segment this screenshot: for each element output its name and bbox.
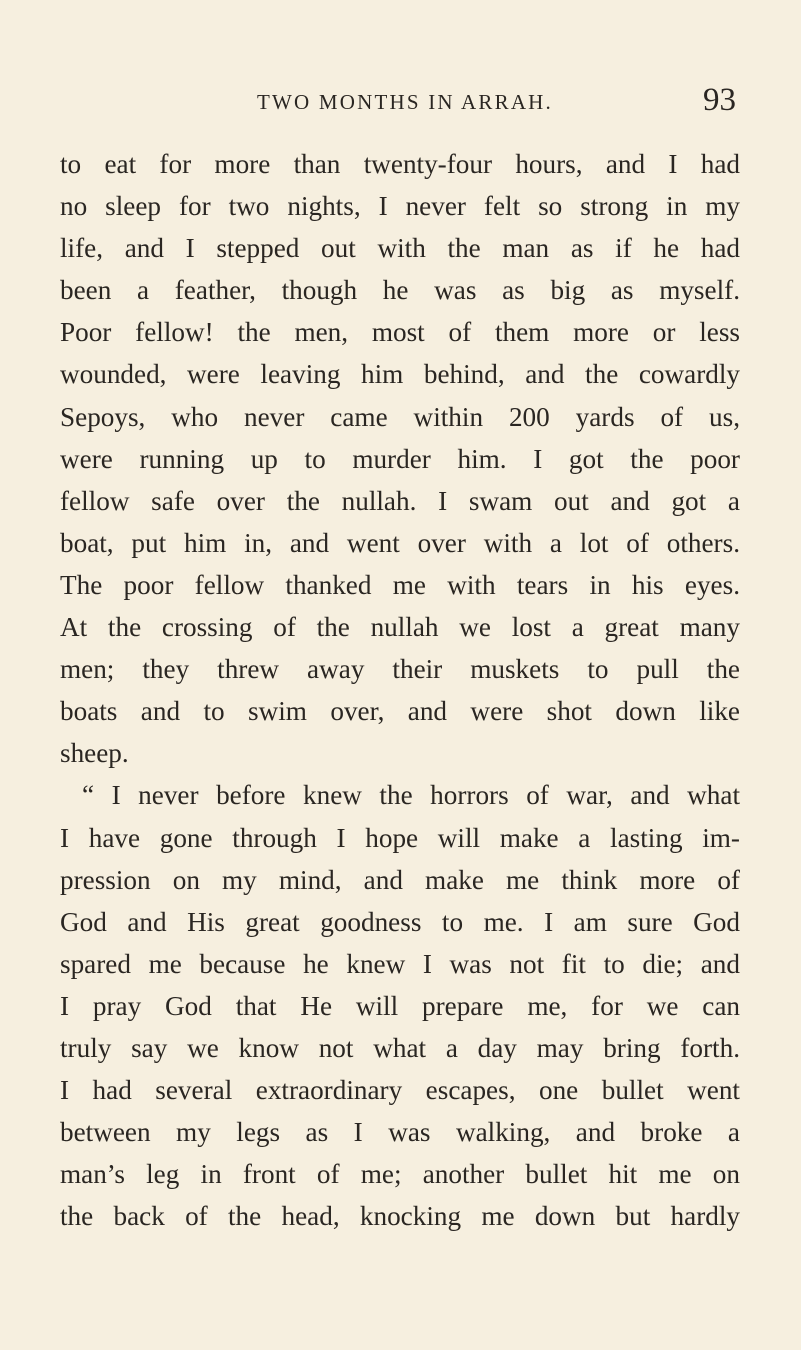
- text-line: the back of the head, knocking me down but hardly: [60, 1201, 740, 1232]
- text-line: pression on my mind, and make me think more of: [60, 864, 740, 895]
- text-line: man’s leg in front of me; another bullet hit me on: [60, 1159, 740, 1190]
- page-number: 93: [703, 82, 736, 118]
- text-line: to eat for more than twenty-four hours, and I had: [60, 149, 740, 179]
- text-line: were running up to murder him. I got the poor: [60, 443, 740, 474]
- text-line: been a feather, though he was as big as myself.: [60, 275, 740, 306]
- text-line: The poor fellow thanked me with tears in his eyes.: [60, 569, 740, 600]
- text-line: I had several extraordinary escapes, one bullet went: [60, 1075, 740, 1106]
- text-line: I have gone through I hope will make a lasting im-: [60, 822, 740, 853]
- text-line: Poor fellow! the men, most of them more or less: [60, 317, 740, 348]
- text-line: truly say we know not what a day may bring forth.: [60, 1032, 740, 1063]
- text-line: spared me because he knew I was not fit to die; and: [60, 948, 740, 979]
- text-line: I pray God that He will prepare me, for we can: [60, 990, 740, 1021]
- text-line: boat, put him in, and went over with a lot of others.: [60, 527, 740, 558]
- text-line: sheep.: [60, 738, 129, 769]
- text-line: between my legs as I was walking, and broke a: [60, 1117, 740, 1148]
- body-text: [60, 143, 740, 1237]
- running-head: [60, 82, 740, 128]
- text-line: men; they threw away their muskets to pull the: [60, 654, 740, 685]
- running-title: TWO MONTHS IN ARRAH.: [257, 90, 553, 114]
- text-line: fellow safe over the nullah. I swam out and got a: [60, 485, 740, 516]
- text-line: At the crossing of the nullah we lost a great many: [60, 612, 740, 643]
- text-line: wounded, were leaving him behind, and the cowardly: [60, 359, 740, 390]
- text-line: Sepoys, who never came within 200 yards of us,: [60, 401, 740, 432]
- text-line: no sleep for two nights, I never felt so strong in my: [60, 191, 740, 222]
- text-line: boats and to swim over, and were shot down like: [60, 696, 740, 727]
- text-line: “ I never before knew the horrors of war, and what: [82, 780, 740, 811]
- text-line: God and His great goodness to me. I am sure God: [60, 906, 740, 937]
- text-line: life, and I stepped out with the man as if he had: [60, 233, 740, 264]
